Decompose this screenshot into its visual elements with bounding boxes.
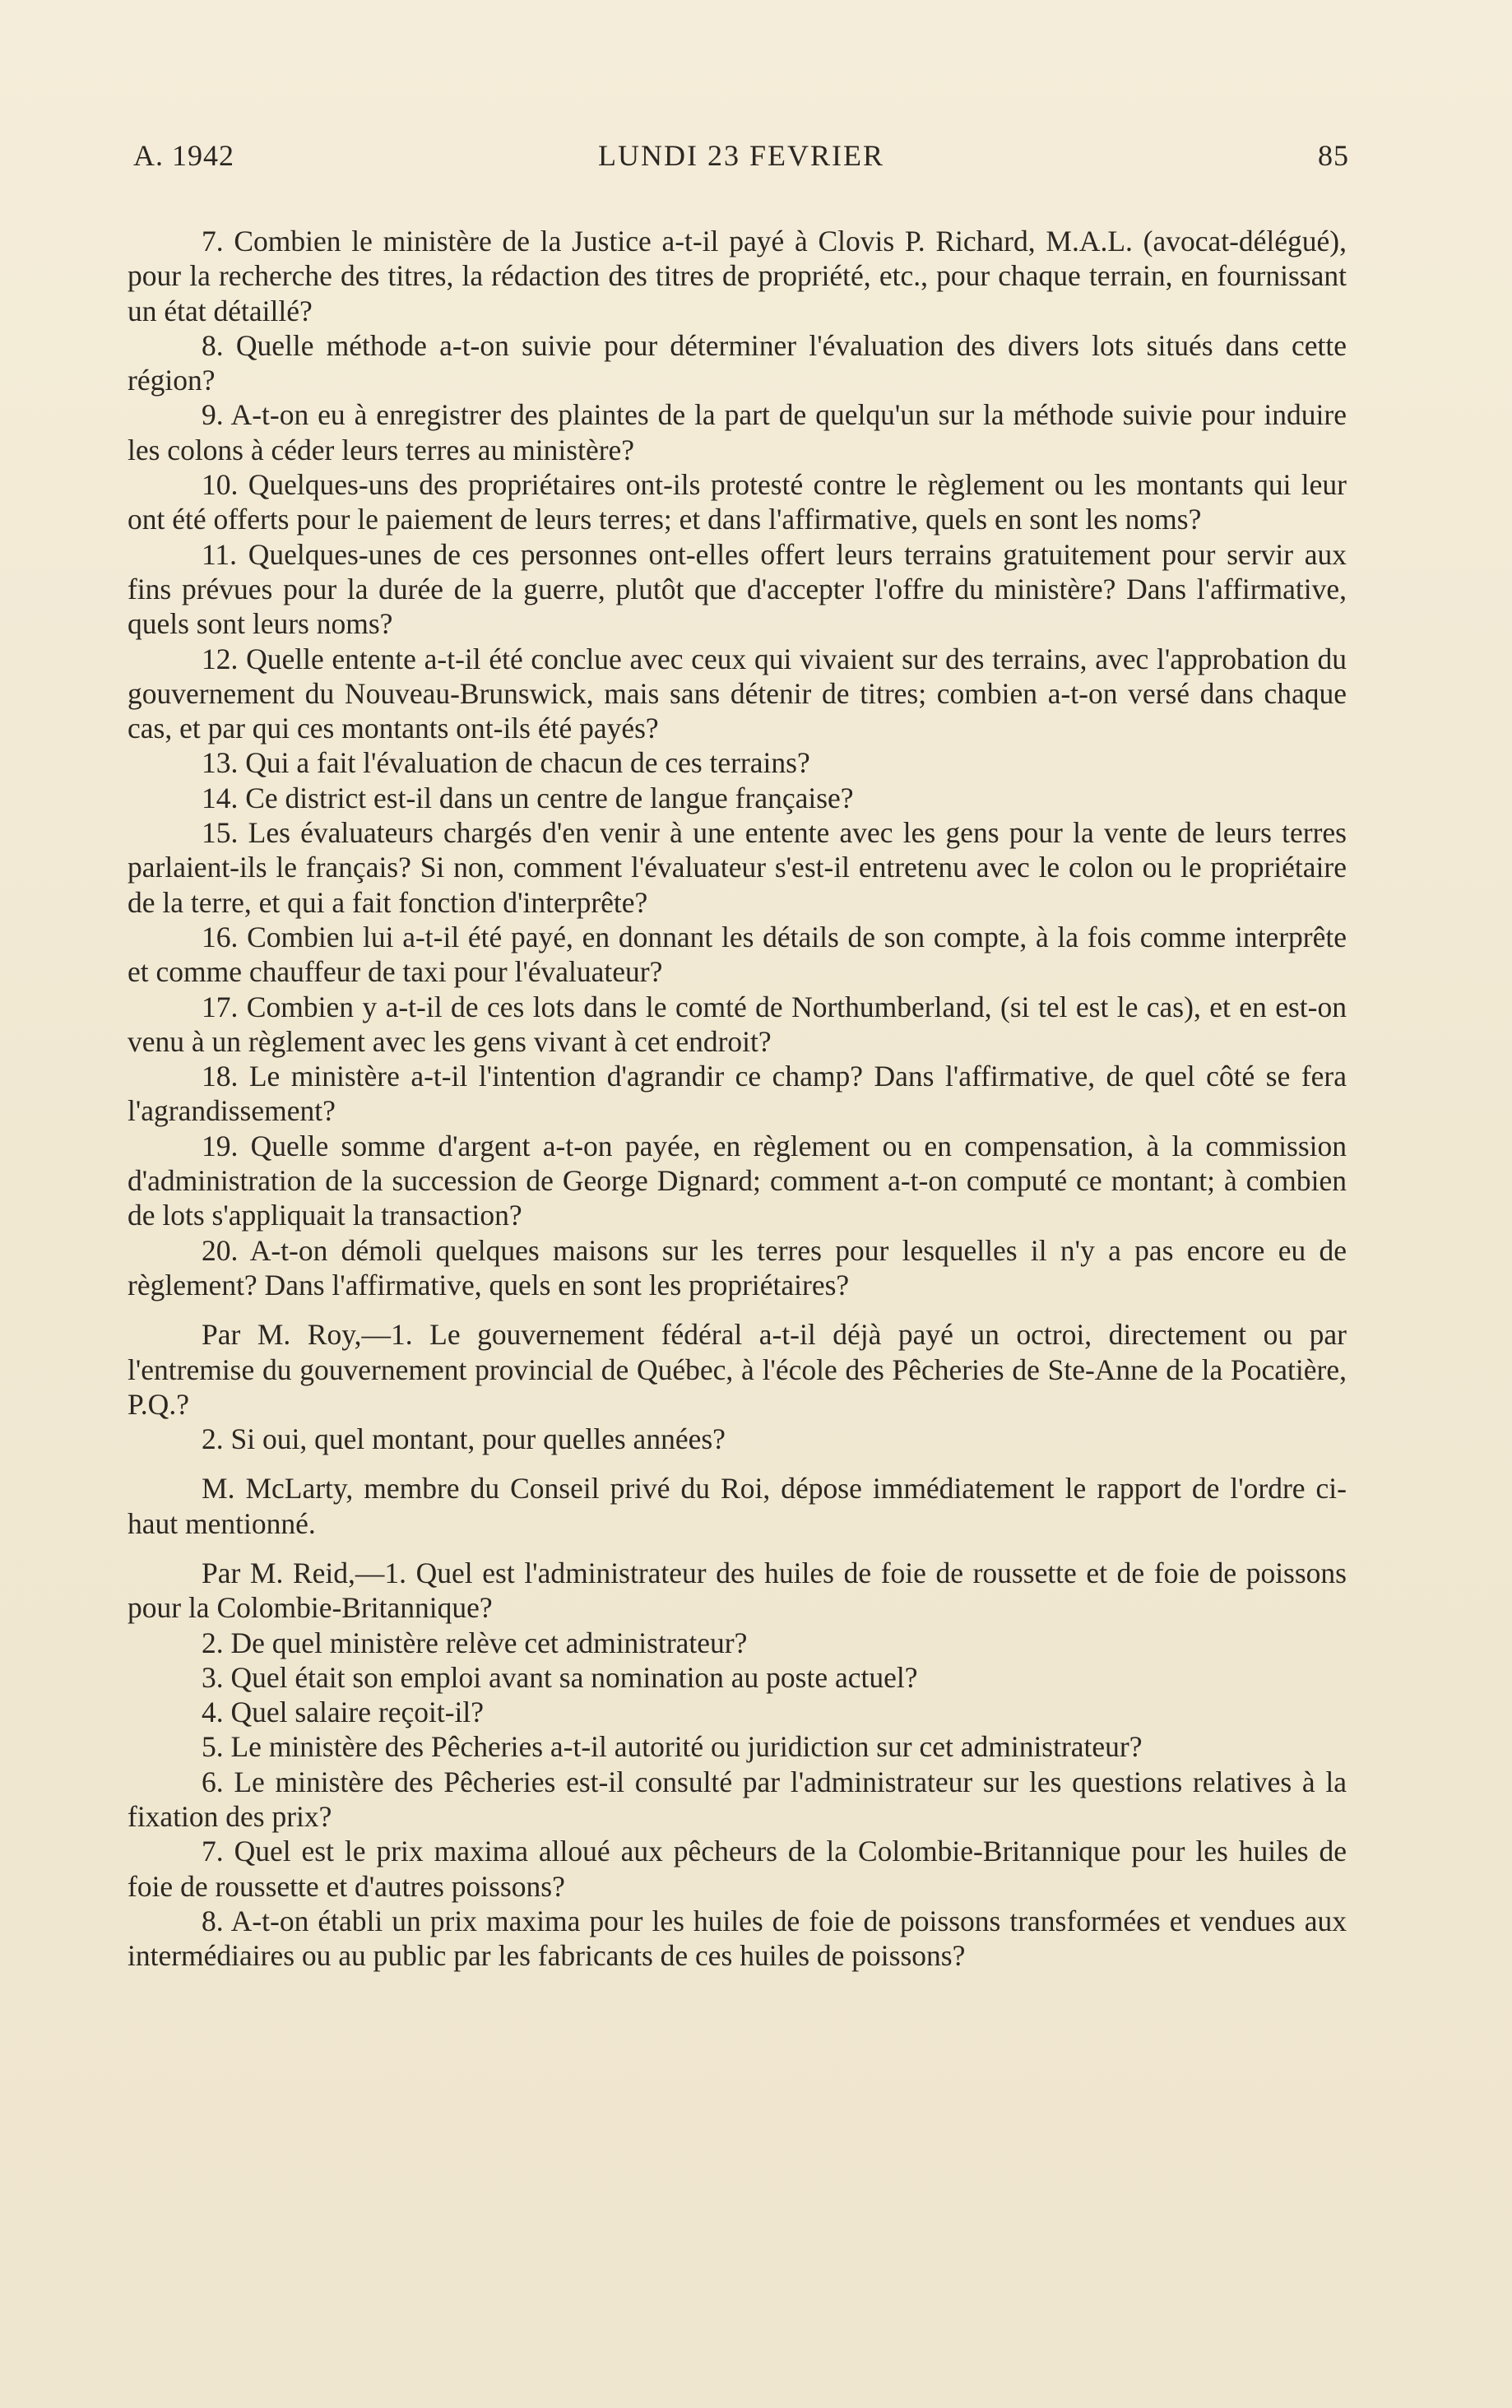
reid-question-3: 3. Quel était son emploi avant sa nomination au poste actuel? (202, 1660, 918, 1694)
reid-question-8: 8. A-t-on établi un prix maxima pour les huiles de foie de poissons transformées et vendues aux intermédiaires ou au public par les fabricants de ces huiles de poissons? (128, 1904, 1347, 1973)
roy-question-2: 2. Si oui, quel montant, pour quelles années? (202, 1422, 726, 1456)
question-11: 11. Quelques-unes de ces personnes ont-elles offert leurs terrains gratuitement pour servir aux fins prévues pour la durée de la guerre, plutôt que d'accepter l'offre du ministère? Dans l'affirmative, quels sont leurs noms? (128, 537, 1347, 641)
question-19: 19. Quelle somme d'argent a-t-on payée, en règlement ou en compensation, à la commission d'administration de la succession de George Dignard; comment a-t-on computé ce montant; à combien de lots s'appliquait la transaction? (128, 1129, 1347, 1232)
question-16: 16. Combien lui a-t-il été payé, en donnant les détails de son compte, à la fois comme interprête et comme chauffeur de taxi pour l'évaluateur? (128, 920, 1347, 989)
question-17: 17. Combien y a-t-il de ces lots dans le comté de Northumberland, (si tel est le cas), et en est-on venu à un règlement avec les gens vivant à cet endroit? (128, 990, 1347, 1058)
question-12: 12. Quelle entente a-t-il été conclue avec ceux qui vivaient sur des terrains, avec l'approbation du gouvernement du Nouveau-Brunswick, mais sans détenir de titres; combien a-t-on versé dans chaque cas, et par qui ces montants ont-ils été payés? (128, 642, 1347, 745)
reid-question-5: 5. Le ministère des Pêcheries a-t-il autorité ou juridiction sur cet administrateur? (202, 1730, 1143, 1764)
reid-question-4: 4. Quel salaire reçoit-il? (202, 1696, 485, 1729)
body-text (128, 224, 1347, 1974)
question-13: 13. Qui a fait l'évaluation de chacun de ces terrains? (202, 746, 810, 780)
mclarty-statement: M. McLarty, membre du Conseil privé du Roi, dépose immédiatement le rapport de l'ordre ci-haut mentionné. (128, 1472, 1347, 1540)
reid-question-1: Par M. Reid,—1. Quel est l'administrateur des huiles de foie de roussette et de foie de poissons pour la Colombie-Britannique? (128, 1556, 1347, 1625)
page-header (133, 138, 1349, 181)
reid-question-2: 2. De quel ministère relève cet administrateur? (202, 1626, 748, 1659)
page-number: 85 (1318, 139, 1349, 172)
question-15: 15. Les évaluateurs chargés d'en venir à une entente avec les gens pour la vente de leurs terres parlaient-ils le français? Si non, comment l'évaluateur s'est-il entretenu avec le colon ou le propriétaire de la terre, et qui a fait fonction d'interprête? (128, 816, 1347, 919)
question-10: 10. Quelques-uns des propriétaires ont-ils protesté contre le règlement ou les montants qui leur ont été offerts pour le paiement de leurs terres; et dans l'affirmative, quels en sont les noms? (128, 468, 1347, 536)
question-14: 14. Ce district est-il dans un centre de langue française? (202, 781, 854, 814)
page-date-title: LUNDI 23 FEVRIER (598, 139, 884, 172)
question-18: 18. Le ministère a-t-il l'intention d'agrandir ce champ? Dans l'affirmative, de quel côté se fera l'agrandissement? (128, 1060, 1347, 1128)
question-9: 9. A-t-on eu à enregistrer des plaintes de la part de quelqu'un sur la méthode suivie pour induire les colons à céder leurs terres au ministère? (128, 398, 1347, 466)
question-8: 8. Quelle méthode a-t-on suivie pour déterminer l'évaluation des divers lots situés dans cette région? (128, 328, 1347, 397)
reid-question-6: 6. Le ministère des Pêcheries est-il consulté par l'administrateur sur les questions relatives à la fixation des prix? (128, 1765, 1347, 1834)
reid-question-7: 7. Quel est le prix maxima alloué aux pêcheurs de la Colombie-Britannique pour les huiles de foie de roussette et d'autres poissons? (128, 1835, 1347, 1903)
session-year: A. 1942 (133, 139, 234, 172)
roy-question-1: Par M. Roy,—1. Le gouvernement fédéral a-t-il déjà payé un octroi, directement ou par l'entremise du gouvernement provincial de Québec, à l'école des Pêcheries de Ste-Anne de la Pocatière, P.Q.? (128, 1318, 1347, 1421)
question-7: 7. Combien le ministère de la Justice a-t-il payé à Clovis P. Richard, M.A.L. (avocat-délégué), pour la recherche des titres, la rédaction des titres de propriété, etc., pour chaque terrain, en fournissant un état détaillé? (128, 225, 1347, 327)
question-20: 20. A-t-on démoli quelques maisons sur les terres pour lesquelles il n'y a pas encore eu de règlement? Dans l'affirmative, quels en sont les propriétaires? (128, 1233, 1347, 1301)
